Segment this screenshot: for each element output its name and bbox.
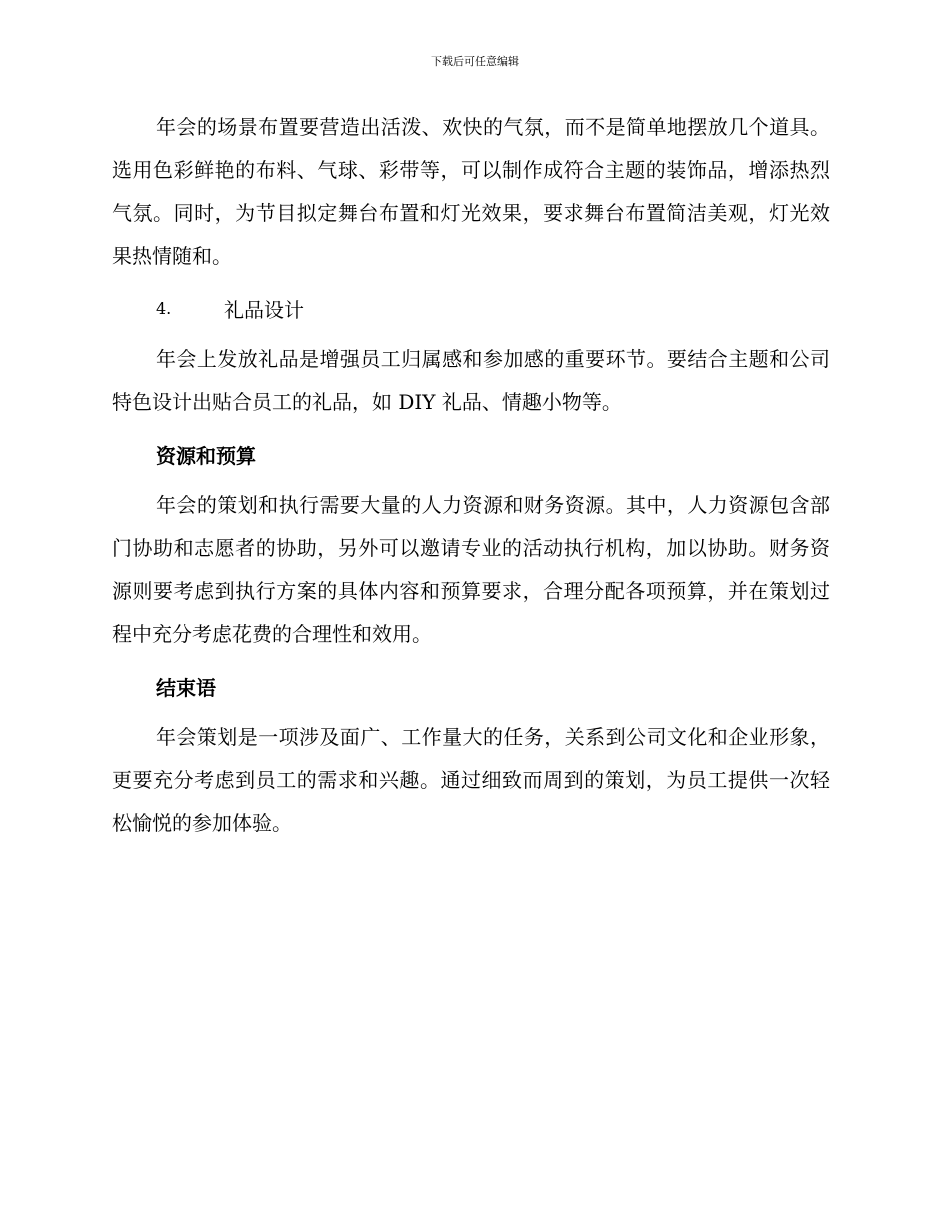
gift-list-item bbox=[112, 284, 830, 332]
list-item-number: 4. bbox=[156, 298, 172, 318]
conclusion-heading: 结束语 bbox=[156, 675, 216, 700]
conclusion-paragraph: 年会策划是一项涉及面广、工作量大的任务，关系到公司文化和企业形象，更要充分考虑到员工的需求和兴趣。通过细致而周到的策划，为员工提供一次轻松愉悦的参加体验。 bbox=[112, 725, 830, 835]
page-header: 下载后可任意编辑 bbox=[431, 55, 519, 68]
document-body bbox=[112, 106, 830, 845]
scene-paragraph: 年会的场景布置要营造出活泼、欢快的气氛，而不是简单地摆放几个道具。选用色彩鲜艳的布料、气球、彩带等，可以制作成符合主题的装饰品，增添热烈气氛。同时，为节目拟定舞台布置和灯光效果，要求舞台布置简洁美观，灯光效果热情随和。 bbox=[112, 115, 830, 268]
list-item-title: 礼品设计 bbox=[224, 297, 304, 322]
resources-heading: 资源和预算 bbox=[156, 443, 256, 468]
gift-paragraph: 年会上发放礼品是增强员工归属感和参加感的重要环节。要结合主题和公司特色设计出贴合员工的礼品，如 DIY 礼品、情趣小物等。 bbox=[112, 347, 830, 414]
resources-paragraph: 年会的策划和执行需要大量的人力资源和财务资源。其中，人力资源包含部门协助和志愿者的协助，另外可以邀请专业的活动执行机构，加以协助。财务资源则要考虑到执行方案的具体内容和预算要求，合理分配各项预算，并在策划过程中充分考虑花费的合理性和效用。 bbox=[112, 493, 830, 646]
